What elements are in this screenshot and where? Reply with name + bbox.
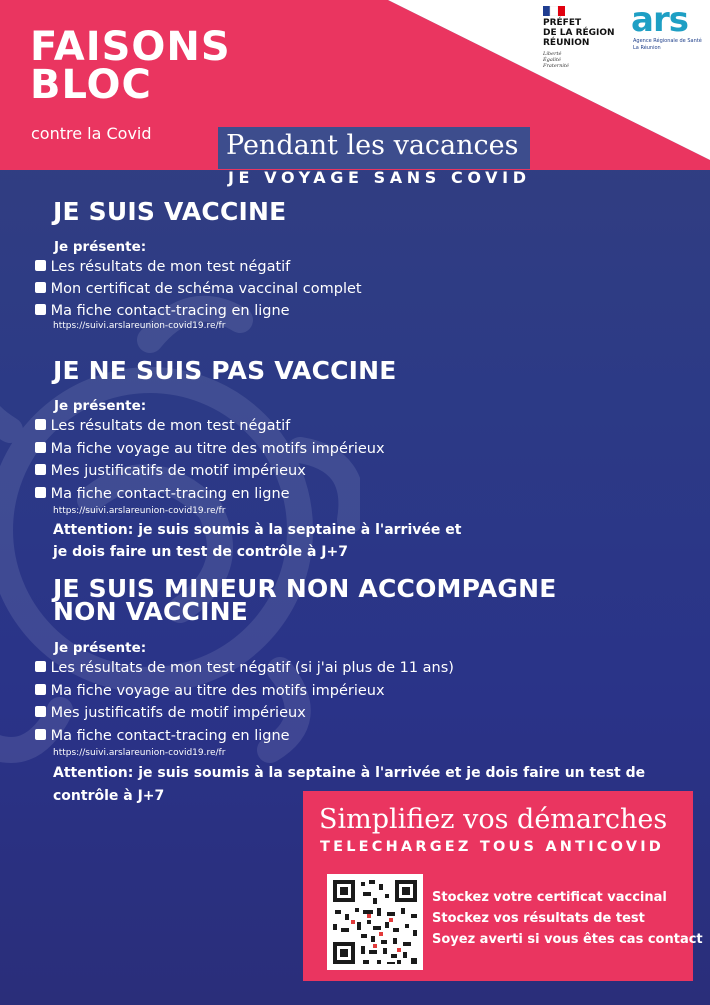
list-item: Les résultats de mon test négatif — [35, 418, 385, 441]
checkbox[interactable] — [35, 304, 46, 315]
marianne-icon — [543, 6, 565, 16]
tracing-url-1[interactable]: https://suivi.arslareunion-covid19.re/fr — [53, 321, 226, 331]
list-item: Mes justificatifs de motif impérieux — [35, 463, 385, 486]
ars-logo — [627, 0, 707, 56]
warning-non-vaccine-1: Attention: je suis soumis à la septaine à l'arrivée et — [53, 522, 462, 538]
heading-minor-2: NON VACCINE — [53, 597, 248, 626]
checkbox[interactable] — [35, 706, 46, 717]
list-item: Ma fiche contact-tracing en ligne — [35, 486, 385, 509]
ars-caption-1: Agence Régionale de Santé — [633, 38, 702, 44]
minor-list — [35, 660, 454, 750]
warning-non-vaccine-2: je dois faire un test de contrôle à J+7 — [53, 544, 348, 560]
list-item: Ma fiche contact-tracing en ligne — [35, 303, 362, 325]
present-label-1: Je présente: — [54, 239, 147, 255]
vaccine-list — [35, 259, 362, 325]
heading-non-vaccine: JE NE SUIS PAS VACCINE — [53, 356, 397, 385]
promo-title: Simplifiez vos démarches — [319, 804, 668, 835]
checkbox[interactable] — [35, 464, 46, 475]
tracing-url-3[interactable]: https://suivi.arslareunion-covid19.re/fr — [53, 748, 226, 758]
banner-subtitle: JE VOYAGE SANS COVID — [228, 168, 531, 187]
list-item: Mon certificat de schéma vaccinal complet — [35, 281, 362, 303]
tracing-url-2[interactable]: https://suivi.arslareunion-covid19.re/fr — [53, 506, 226, 516]
list-item: Mes justificatifs de motif impérieux — [35, 705, 454, 728]
prefet-line3: RÉUNION — [543, 38, 590, 48]
checkbox[interactable] — [35, 661, 46, 672]
main-title-line1: FAISONS — [30, 24, 231, 70]
main-subtitle: contre la Covid — [31, 124, 152, 143]
list-item: Ma fiche voyage au titre des motifs impérieux — [35, 441, 385, 464]
checkbox[interactable] — [35, 419, 46, 430]
present-label-2: Je présente: — [54, 398, 147, 414]
checkbox[interactable] — [35, 282, 46, 293]
non-vaccine-list — [35, 418, 385, 508]
ars-logo-text: ars — [631, 0, 688, 40]
heading-minor-1: JE SUIS MINEUR NON ACCOMPAGNE — [53, 574, 557, 603]
promo-line-2: Stockez vos résultats de test — [432, 911, 645, 926]
present-label-3: Je présente: — [54, 640, 147, 656]
checkbox[interactable] — [35, 729, 46, 740]
list-item: Ma fiche voyage au titre des motifs impérieux — [35, 683, 454, 706]
banner-title: Pendant les vacances — [226, 130, 519, 161]
promo-line-3: Soyez averti si vous êtes cas contact — [432, 932, 703, 947]
main-title-line2: BLOC — [30, 62, 152, 108]
warning-minor-1: Attention: je suis soumis à la septaine à l'arrivée et je dois faire un test de — [53, 765, 646, 781]
prefet-line1: PRÉFET — [543, 18, 582, 28]
qr-code-icon — [327, 874, 423, 970]
warning-minor-2: contrôle à J+7 — [53, 788, 165, 804]
heading-vaccine: JE SUIS VACCINE — [53, 197, 287, 226]
checkbox[interactable] — [35, 684, 46, 695]
list-item: Les résultats de mon test négatif — [35, 259, 362, 281]
motto-egalite: Égalité — [543, 57, 561, 63]
list-item: Ma fiche contact-tracing en ligne — [35, 728, 454, 751]
prefet-logo — [543, 6, 623, 76]
promo-subtitle: TELECHARGEZ TOUS ANTICOVID — [320, 839, 665, 855]
prefet-line2: DE LA RÉGION — [543, 28, 615, 38]
checkbox[interactable] — [35, 442, 46, 453]
ars-caption-2: La Réunion — [633, 45, 661, 51]
checkbox[interactable] — [35, 260, 46, 271]
list-item: Les résultats de mon test négatif (si j'ai plus de 11 ans) — [35, 660, 454, 683]
promo-line-1: Stockez votre certificat vaccinal — [432, 890, 667, 905]
qr-code[interactable] — [327, 874, 423, 970]
checkbox[interactable] — [35, 487, 46, 498]
motto-liberte: Liberté — [543, 51, 562, 57]
motto-fraternite: Fraternité — [543, 63, 569, 69]
